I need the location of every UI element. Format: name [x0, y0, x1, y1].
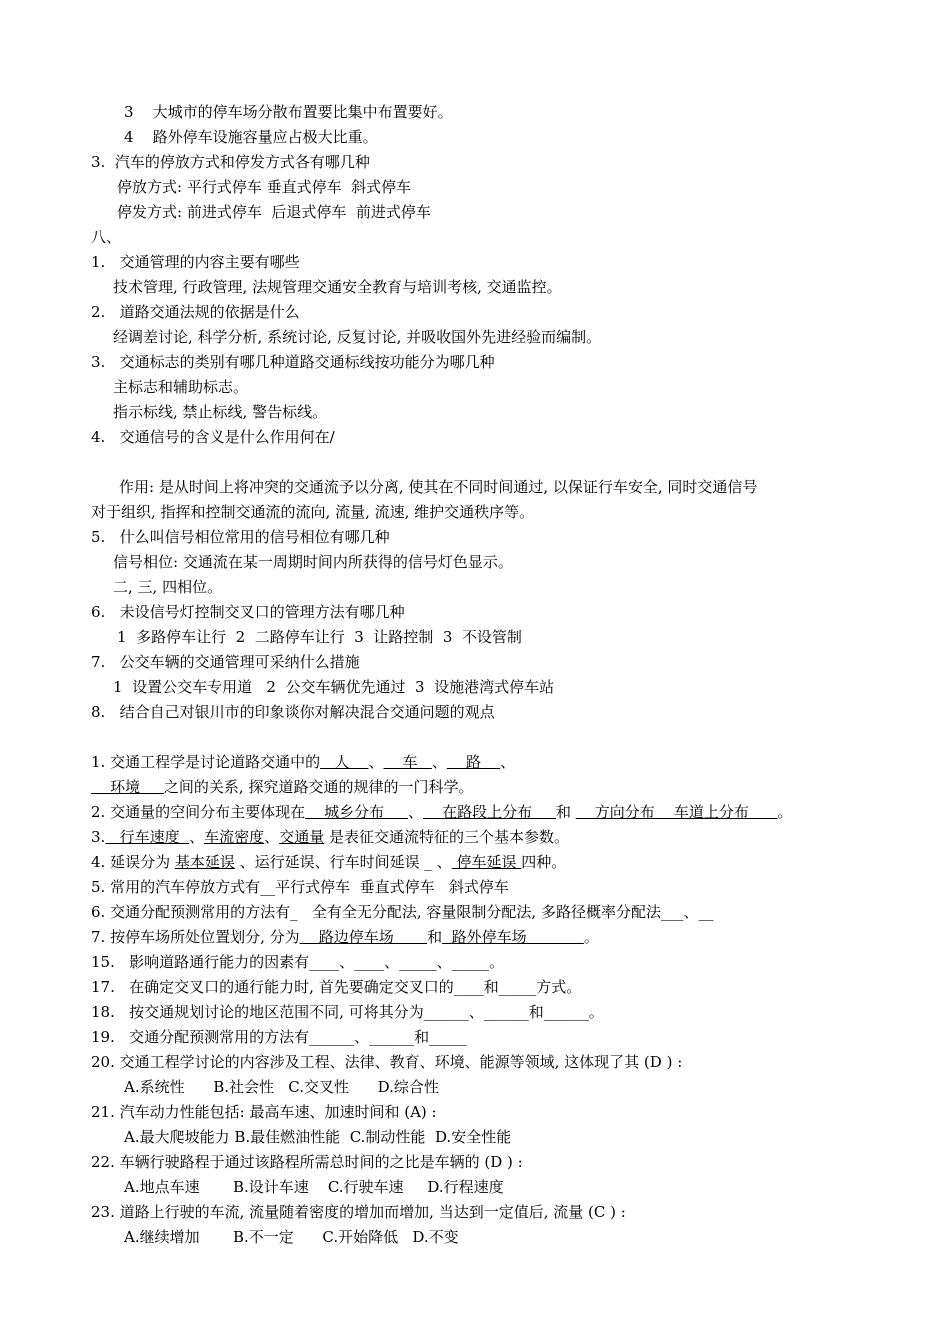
blank-answer: 交通量 [279, 828, 325, 846]
blank-answer: 停车延误 [451, 853, 522, 871]
blank-answer: 人 [320, 753, 369, 771]
question: 7. 公交车辆的交通管理可采纳什么措施 [91, 653, 360, 671]
fill-question-4: 4. 延误分为 基本延误 、运行延误、行车时间延误 _ 、 停车延误 四种。 [91, 853, 567, 871]
question: 3. 交通标志的类别有哪几种道路交通标线按功能分为哪几种 [91, 353, 495, 371]
question: 5. 什么叫信号相位常用的信号相位有哪几种 [91, 528, 390, 546]
fill-question-15: 15. 影响道路通行能力的因素有____、____、_____、_____。 [91, 953, 505, 971]
section-heading: 八、 [91, 228, 122, 246]
choice-question-21: 21. 汽车动力性能包括: 最高车速、加速时间和 (A) : [91, 1103, 437, 1121]
blank-answer: 车流密度 [204, 828, 265, 846]
blank-answer: 基本延误 [174, 853, 235, 871]
answer: 1 设置公交车专用道 2 公交车辆优先通过 3 设施港湾式停车站 [113, 678, 555, 696]
question: 3. 汽车的停放方式和停发方式各有哪几种 [91, 153, 370, 171]
text-line: 4 路外停车设施容量应占极大比重。 [124, 128, 378, 146]
choice-options: A.最大爬坡能力 B.最佳燃油性能 C.制动性能 D.安全性能 [124, 1128, 512, 1146]
choice-options: A.继续增加 B.不一定 C.开始降低 D.不变 [124, 1228, 459, 1246]
choice-options: A.系统性 B.社会性 C.交叉性 D.综合性 [124, 1078, 439, 1096]
fill-question-7: 7. 按停车场所处位置划分, 分为 路边停车场 和 路外停车场 。 [91, 928, 599, 946]
blank-answer: 路外停车场 [442, 928, 584, 946]
fill-question-1: 1. 交通工程学是讨论道路交通中的 人 、 车 、 路 、 [91, 753, 516, 771]
answer: 经调差讨论, 科学分析, 系统讨论, 反复讨论, 并吸收国外先进经验而编制。 [113, 328, 602, 346]
fill-question-2: 2. 交通量的空间分布主要体现在 城乡分布 、 在路段上分布 和 方向分布 车道上分布 。 [91, 803, 793, 821]
blank-answer: 方向分布 车道上分布 [575, 803, 778, 821]
question: 2. 道路交通法规的依据是什么 [91, 303, 300, 321]
answer: 停发方式: 前进式停车 后退式停车 前进式停车 [117, 203, 431, 221]
answer: 二, 三, 四相位。 [113, 578, 223, 596]
blank-answer: 环境 [91, 778, 164, 796]
question: 6. 未设信号灯控制交叉口的管理方法有哪几种 [91, 603, 405, 621]
blank-answer: 城乡分布 [305, 803, 409, 821]
question: 4. 交通信号的含义是什么作用何在/ [91, 428, 335, 446]
fill-question-18: 18. 按交通规划讨论的地区范围不同, 可将其分为______、______和______。 [91, 1003, 604, 1021]
choice-question-20: 20. 交通工程学讨论的内容涉及工程、法律、教育、环境、能源等领域, 这体现了其 (D ) : [91, 1053, 683, 1071]
choice-question-23: 23. 道路上行驶的车流, 流量随着密度的增加而增加, 当达到一定值后, 流量 (C ) : [91, 1203, 626, 1221]
answer: 指示标线, 禁止标线, 警告标线。 [113, 403, 328, 421]
fill-question-6: 6. 交通分配预测常用的方法有_ 全有全无分配法, 容量限制分配法, 多路径概率分配法___、__ [91, 903, 714, 921]
fill-question-19: 19. 交通分配预测常用的方法有______、______和_____ [91, 1028, 467, 1046]
answer: 信号相位: 交通流在某一周期时间内所获得的信号灯色显示。 [113, 553, 513, 571]
answer: 1 多路停车让行 2 二路停车让行 3 让路控制 3 不设管制 [117, 628, 522, 646]
answer: 作用: 是从时间上将冲突的交通流予以分离, 使其在不同时间通过, 以保证行车安全, 同时交通信号 [119, 478, 758, 496]
fill-question-1-cont: 环境 之间的关系, 探究道路交通的规律的一门科学。 [91, 778, 474, 796]
fill-question-3: 3. 行车速度 、车流密度、交通量 是表征交通流特征的三个基本参数。 [91, 828, 569, 846]
blank-answer: 行车速度 [105, 828, 190, 846]
question: 1. 交通管理的内容主要有哪些 [91, 253, 300, 271]
blank-answer: 在路段上分布 [423, 803, 556, 821]
fill-question-5: 5. 常用的汽车停放方式有__平行式停车 垂直式停车 斜式停车 [91, 878, 509, 896]
answer: 技术管理, 行政管理, 法规管理交通安全教育与培训考核, 交通监控。 [113, 278, 562, 296]
blank-answer: 路 [446, 753, 501, 771]
blank-answer: 路边停车场 [299, 928, 428, 946]
answer: 对于组织, 指挥和控制交通流的流向, 流量, 流速, 维护交通秩序等。 [91, 503, 535, 521]
fill-question-17: 17. 在确定交叉口的通行能力时, 首先要确定交叉口的____和_____方式。 [91, 978, 582, 996]
answer: 主标志和辅助标志。 [113, 378, 249, 396]
choice-question-22: 22. 车辆行驶路程于通过该路程所需总时间的之比是车辆的 (D ) : [91, 1153, 523, 1171]
text-line: 3 大城市的停车场分散布置要比集中布置要好。 [124, 103, 453, 121]
question: 8. 结合自己对银川市的印象谈你对解决混合交通问题的观点 [91, 703, 495, 721]
choice-options: A.地点车速 B.设计车速 C.行驶车速 D.行程速度 [124, 1178, 504, 1196]
blank-answer: 车 [383, 753, 432, 771]
answer: 停放方式: 平行式停车 垂直式停车 斜式停车 [117, 178, 412, 196]
